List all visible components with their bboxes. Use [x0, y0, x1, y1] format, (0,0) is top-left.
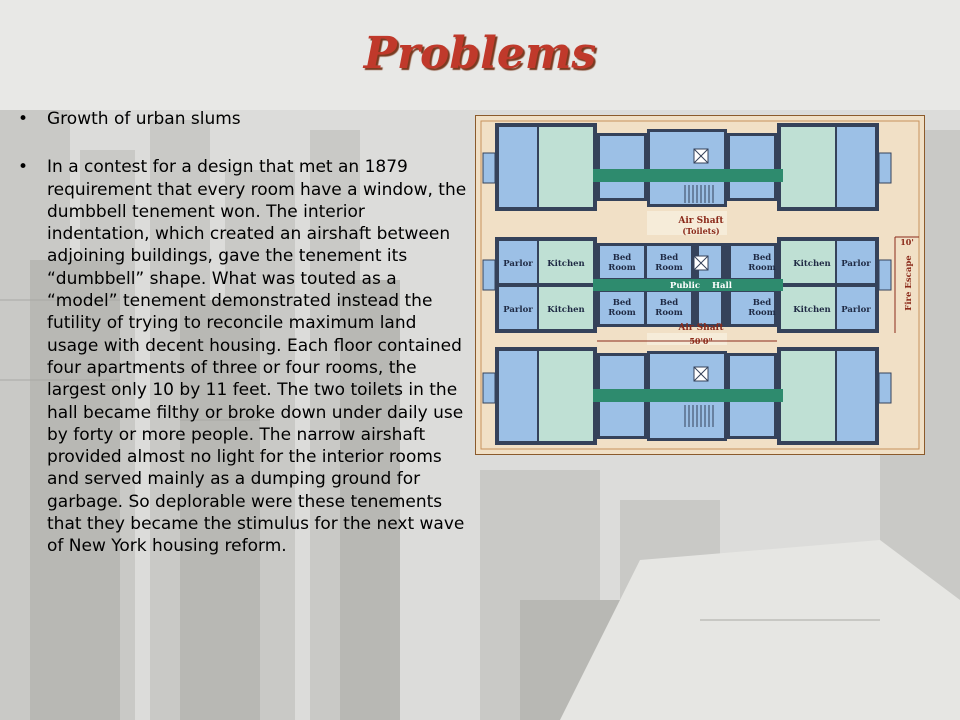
slide-title: Problems	[363, 28, 597, 79]
label-room-2: Room	[655, 263, 683, 273]
building-band-bottom	[483, 347, 891, 445]
label-kitchen-1: Kitchen	[547, 259, 585, 269]
bullet-growth-of-slums: • Growth of urban slums	[18, 108, 468, 130]
label-toilets: (Toilets)	[682, 226, 720, 236]
label-parlor-4: Parlor	[841, 305, 871, 315]
label-room-1: Room	[608, 263, 636, 273]
label-room-3: Room	[748, 263, 776, 273]
label-parlor-2: Parlor	[841, 259, 871, 269]
label-bed-2: Bed	[659, 253, 679, 263]
label-bed-3: Bed	[752, 253, 772, 263]
label-width-dimension: 50'0"	[689, 336, 713, 346]
bullet-dumbbell-tenement: • In a contest for a design that met an 1879 requirement that every room have a window, the dumbbell tenement won. The interior indentation, which created an airshaft between adjoining buildings, gave the tenement its “dumbbell” shape. What was touted as a “model” tenement demonstrated instead the futility of trying to reconcile maximum land usage with decent housing. Each floor contained four apartments of three or four rooms, the largest only 10 by 11 feet. The two toilets in the hall became filthy or broke down under daily use by forty or more people. The narrow airshaft provided almost no light for the interior rooms and served mainly as a dumping ground for garbage. So deplorable were these tenements that they became the stimulus for the next wave of New York housing reform.	[18, 156, 468, 557]
label-hall: Hall	[712, 281, 732, 291]
label-kitchen-3: Kitchen	[547, 305, 585, 315]
label-bed-5: Bed	[659, 298, 679, 308]
label-fire-escape: Fire Escape	[904, 255, 914, 311]
label-bed-6: Bed	[752, 298, 772, 308]
label-parlor-3: Parlor	[503, 305, 533, 315]
label-bed-4: Bed	[612, 298, 632, 308]
label-parlor-1: Parlor	[503, 259, 533, 269]
building-band-top	[483, 123, 891, 211]
label-room-5: Room	[655, 308, 683, 318]
label-kitchen-4: Kitchen	[793, 305, 831, 315]
label-room-6: Room	[748, 308, 776, 318]
label-public: Public	[669, 281, 701, 291]
label-air-shaft-top: Air Shaft	[678, 216, 724, 226]
bullet-list	[18, 108, 468, 558]
label-air-shaft-bottom: Air Shaft	[678, 323, 724, 333]
label-room-4: Room	[608, 308, 636, 318]
label-fire-escape-width: 10'	[900, 237, 914, 247]
label-bed-1: Bed	[612, 253, 632, 263]
label-kitchen-2: Kitchen	[793, 259, 831, 269]
dumbbell-tenement-floor-plan	[475, 115, 925, 455]
